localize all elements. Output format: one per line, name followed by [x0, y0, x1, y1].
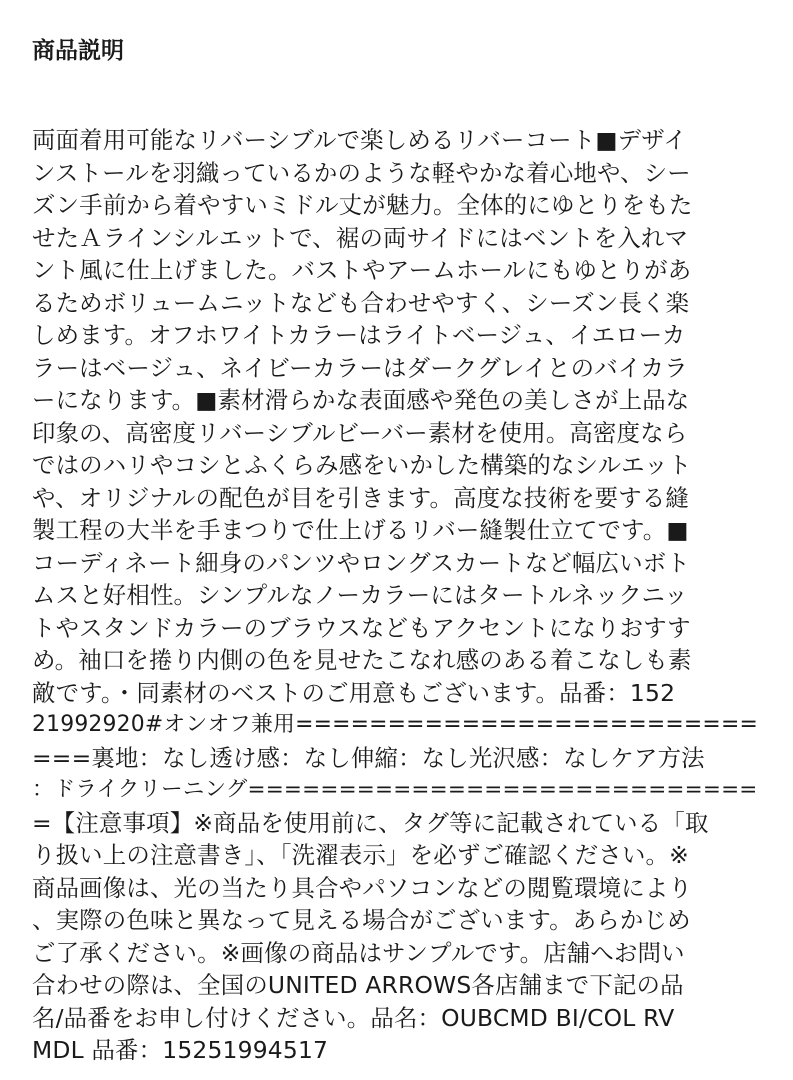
section-title: 商品説明 — [32, 38, 124, 64]
description-line: め。袖口を捲り内側の色を見せたこなれ感のある着こなしも素 — [32, 646, 692, 674]
description-line: 合わせの際は、全国のUNITED ARROWS各店舗まで下記の品 — [32, 971, 684, 999]
description-line: トやスタンドカラーのブラウスなどもアクセントになりおすす — [32, 613, 691, 642]
description-line: 印象の、高密度リバーシブルビーバー素材を使用。高密度なら — [32, 418, 688, 447]
description-line: ご了承ください。※画像の商品はサンプルです。店舗へお問い — [32, 938, 685, 967]
description-line: ムスと好相性。シンプルなノーカラーにはタートルネックニッ — [32, 581, 688, 609]
description-line: 、実際の色味と異なって見える場合がございます。あらかじめ — [32, 906, 691, 934]
description-line: 敵です。・同素材のベストのご用意もございます。品番：152 — [32, 678, 676, 707]
description-line: り扱い上の注意書き」、「洗濯表示」を必ずご確認ください。※ — [32, 841, 689, 869]
description-line: ラーはベージュ、ネイビーカラーはダークグレイとのバイカラ — [32, 353, 688, 382]
description-line: 両面着用可能なリバーシブルで楽しめるリバーコート■デザイ — [32, 126, 687, 154]
description-line: ンストールを羽織っているかのような軽やかな着心地や、シー — [32, 158, 691, 187]
description-line: =【注意事項】※商品を使用前に、タグ等に記載されている「取 — [32, 808, 709, 837]
description-line: 21992920#オンオフ兼用========================= — [32, 712, 758, 737]
description-line: しめます。オフホワイトカラーはライトベージュ、イエローカ — [32, 321, 686, 349]
description-line: ント風に仕上げました。バストやアームホールにもゆとりがあ — [32, 256, 692, 284]
description-line: MDL 品番：15251994517 — [32, 1036, 329, 1064]
description-line: 商品画像は、光の当たり具合やパソコンなどの閲覧環境により — [32, 873, 693, 902]
description-line: ===裏地：なし透け感：なし伸縮：なし光沢感：なしケア方法 — [32, 743, 705, 772]
product-description-text — [32, 124, 761, 1067]
description-line: ズン手前から着やすいミドル丈が魅力。全体的にゆとりをもた — [32, 191, 693, 219]
description-line: ：ドライクリーニング============================ — [32, 777, 758, 802]
description-line: せたＡラインシルエットで、裾の両サイドにはベントを入れマ — [32, 223, 689, 252]
description-line: や、オリジナルの配色が目を引きます。高度な技術を要する縫 — [32, 483, 690, 512]
description-line: 製工程の大半を手まつりで仕上げるリバー縫製仕立てです。■ — [32, 516, 689, 544]
description-line: 名/品番をお申し付けください。品名：OUBCMD BI/COL RV — [32, 1003, 675, 1032]
description-line: ではのハリやコシとふくらみ感をいかした構築的なシルエット — [32, 451, 692, 479]
description-line: コーディネート細身のパンツやロングスカートなど幅広いボト — [32, 548, 690, 577]
description-line: るためボリュームニットなども合わせやすく、シーズン長く楽 — [32, 288, 690, 317]
description-line: ーになります。■素材滑らかな表面感や発色の美しさが上品な — [32, 386, 690, 414]
